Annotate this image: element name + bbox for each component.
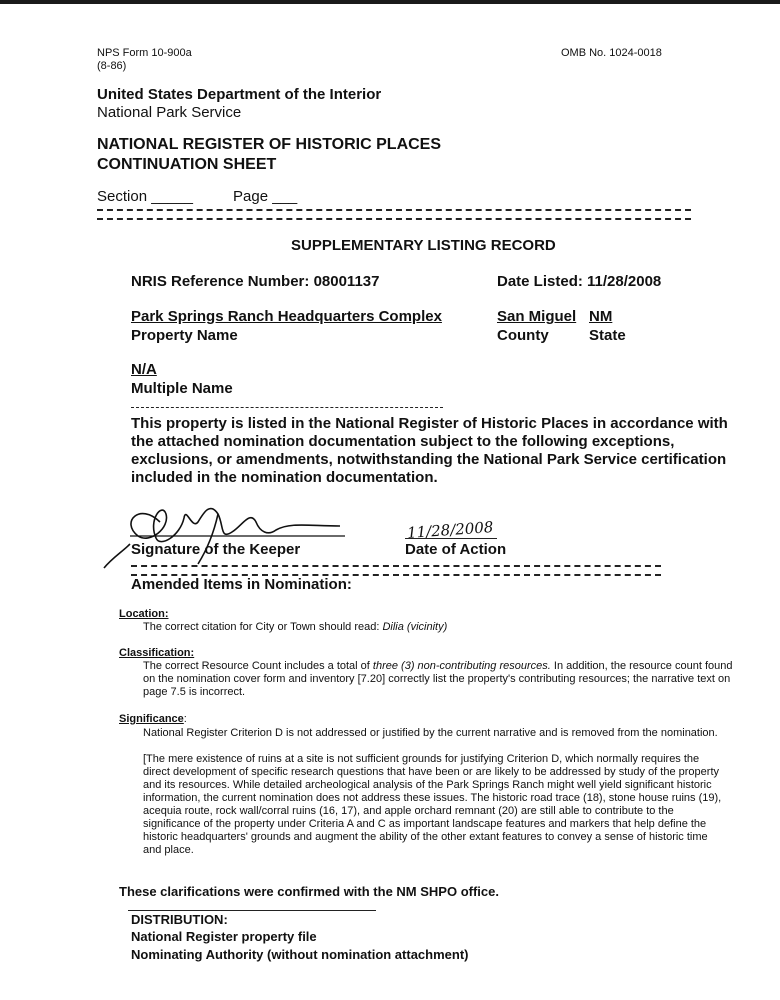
location-value: Dilia (vicinity) [382, 621, 448, 633]
classification-sentence-2: In addition, the resource count found on the nomination cover form and inventory [7.20] correctly list the property's contributing resources; the narrative text on page 7.5 is incorrect. [143, 660, 733, 698]
distribution-item-2: Nominating Authority (without nomination attachment) [131, 947, 469, 962]
document-title: NATIONAL REGISTER OF HISTORIC PLACES [97, 136, 442, 153]
statement-divider [131, 407, 443, 408]
nris-label: NRIS Reference Number: [131, 273, 310, 290]
document-subtitle: CONTINUATION SHEET [97, 156, 277, 173]
service-name: National Park Service [97, 104, 242, 121]
property-name-value: Park Springs Ranch Headquarters Complex [131, 308, 442, 325]
state-value: NM [589, 308, 613, 325]
state-label: State [589, 327, 626, 344]
distribution-heading: DISTRIBUTION: [131, 912, 228, 927]
amended-heading: Amended Items in Nomination: [131, 576, 352, 593]
distribution-item-1: National Register property file [131, 929, 317, 944]
classification-text [143, 660, 733, 699]
date-line [405, 538, 497, 539]
section-label: Section [97, 188, 148, 205]
classification-heading: Classification: [119, 647, 195, 659]
form-number: NPS Form 10-900a [97, 47, 192, 59]
significance-text-1: National Register Criterion D is not addressed or justified by the current narrative and is removed from the nomination. [143, 727, 718, 739]
scan-top-edge [0, 0, 780, 4]
action-date-label: Date of Action [405, 541, 507, 558]
department-name: United States Department of the Interior [97, 86, 382, 103]
date-listed-label: Date Listed: [497, 273, 583, 290]
distribution-line [128, 910, 376, 911]
classification-sentence-1: The correct Resource Count includes a total of [143, 660, 370, 672]
page-field [233, 188, 297, 205]
date-listed [497, 273, 661, 290]
nris-reference [131, 273, 379, 290]
multiple-name-value: N/A [131, 361, 157, 378]
handwritten-action-date: 11/28/2008 [406, 518, 494, 542]
property-name-label: Property Name [131, 327, 238, 344]
county-value: San Miguel [497, 308, 577, 325]
location-text [143, 621, 447, 633]
significance-heading: Significance [119, 713, 184, 725]
listing-statement: This property is listed in the National Register of Historic Places in accordance with the attached nomination documentation subject to the following exceptions, exclusions, or amendments, notwithstanding the National Park Service certification included in the nomination documentation. [131, 415, 728, 486]
confirmation-note: These clarifications were confirmed with the NM SHPO office. [119, 884, 499, 899]
section-value: _____ [151, 188, 193, 205]
date-listed-value: 11/28/2008 [587, 273, 662, 290]
location-heading: Location: [119, 608, 169, 620]
classification-count: three (3) non-contributing resources. [372, 660, 551, 672]
signature-divider [131, 565, 661, 576]
location-sentence: The correct citation for City or Town should read: [143, 621, 380, 633]
significance-text-2: [The mere existence of ruins at a site is not sufficient grounds for justifying Criterion D, which normally requires the direct development of specific research questions that have been or are likely to be addressed by study of the property and its resources. While detailed archeological analysis of the Park Springs Ranch might well yield significant historic information, the current nomination does not address these issues. The historic road trace (18), stone house ruins (19), acequia route, rock wall/corral ruins (16, 17), and apple orchard remnant (20) are still able to contribute to the significance of the property under Criteria A and C as important landscape features and markers that help define the historic headquarters' grounds and augment the ability of the other extant features to convey a sense of historic time and place. [143, 753, 722, 856]
page-value: ___ [272, 188, 298, 205]
page-label: Page [233, 188, 269, 205]
form-date: (8-86) [97, 60, 127, 72]
omb-number: OMB No. 1024-0018 [561, 47, 662, 59]
nris-value: 08001137 [313, 273, 380, 290]
header-divider [97, 209, 691, 220]
record-heading: SUPPLEMENTARY LISTING RECORD [291, 237, 556, 254]
significance-heading-wrap: Significance: [119, 713, 187, 725]
multiple-name-label: Multiple Name [131, 380, 233, 397]
section-field [97, 188, 193, 205]
county-label: County [497, 327, 549, 344]
signature-label: Signature of the Keeper [131, 541, 301, 558]
